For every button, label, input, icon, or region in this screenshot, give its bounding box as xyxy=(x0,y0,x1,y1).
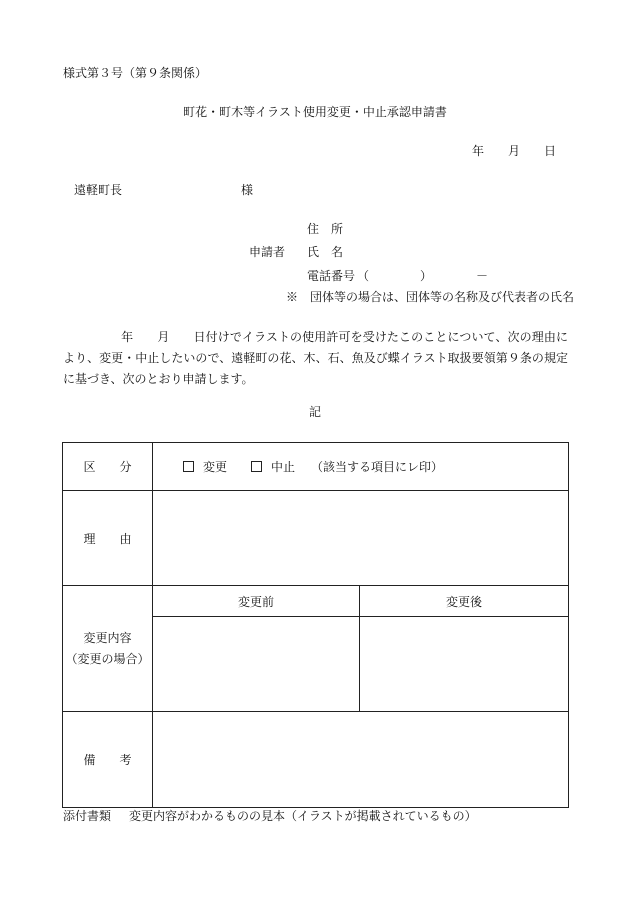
change-label-line1: 変更内容 xyxy=(83,630,132,645)
ki-heading: 記 xyxy=(308,405,321,419)
applicant-label: 申請者 xyxy=(249,245,286,259)
category-options xyxy=(153,443,569,491)
before-label: 変更前 xyxy=(153,586,360,617)
page-title: 町花・町木等イラスト使用変更・中止承認申請書 xyxy=(183,105,447,119)
change-header-row xyxy=(63,586,569,617)
phone-paren-open: （ xyxy=(357,269,370,283)
change-checkbox[interactable] xyxy=(183,461,194,472)
category-instruction: （該当する項目にレ印） xyxy=(311,460,444,474)
body-paragraph xyxy=(63,327,568,390)
form-number: 様式第３号（第９条関係） xyxy=(63,66,208,80)
after-field[interactable] xyxy=(360,617,569,712)
change-content-label xyxy=(63,586,153,712)
before-field[interactable] xyxy=(153,617,360,712)
date-month: 月 xyxy=(508,144,521,158)
change-label-line2: （変更の場合） xyxy=(65,651,150,666)
phone-label: 電話番号 xyxy=(307,269,356,283)
attachment-line xyxy=(63,808,477,824)
stop-checkbox[interactable] xyxy=(251,461,262,472)
after-label: 変更後 xyxy=(360,586,569,617)
remarks-field[interactable] xyxy=(153,712,569,808)
address-label: 住 所 xyxy=(307,222,344,236)
applicant-block xyxy=(0,220,630,310)
date-line xyxy=(472,143,556,159)
reason-label: 理 由 xyxy=(63,491,153,586)
date-year: 年 xyxy=(472,144,485,158)
phone-paren-close: ） xyxy=(420,269,433,283)
remarks-label: 備 考 xyxy=(63,712,153,808)
addressee xyxy=(74,182,253,198)
stop-option-label: 中止 xyxy=(271,460,296,474)
date-day: 日 xyxy=(544,144,557,158)
change-option-label: 変更 xyxy=(203,460,228,474)
applicant-note: ※ 団体等の場合は、団体等の名称及び代表者の氏名 xyxy=(286,290,575,304)
body-month: 月 xyxy=(157,330,170,344)
phone-dash: － xyxy=(476,269,489,283)
addressee-name: 遠軽町長 xyxy=(74,183,123,197)
attachment-label: 添付書類 xyxy=(63,809,112,823)
remarks-row xyxy=(63,712,569,808)
reason-row xyxy=(63,491,569,586)
application-table xyxy=(62,442,569,808)
category-label: 区 分 xyxy=(63,443,153,491)
reason-field[interactable] xyxy=(153,491,569,586)
category-row xyxy=(63,443,569,491)
addressee-honorific: 様 xyxy=(241,183,254,197)
body-year: 年 xyxy=(121,330,134,344)
attachment-value: 変更内容がわかるものの見本（イラストが掲載されているもの） xyxy=(129,809,477,823)
body-text: 日付けでイラストの使用許可を受けたこのことについて、次の理由により、変更・中止したいので、遠軽町の花、木、石、魚及び蝶イラスト取扱要領第９条の規定に基づき、次のとおり申請します。 xyxy=(63,330,568,386)
name-label: 氏 名 xyxy=(307,245,344,259)
